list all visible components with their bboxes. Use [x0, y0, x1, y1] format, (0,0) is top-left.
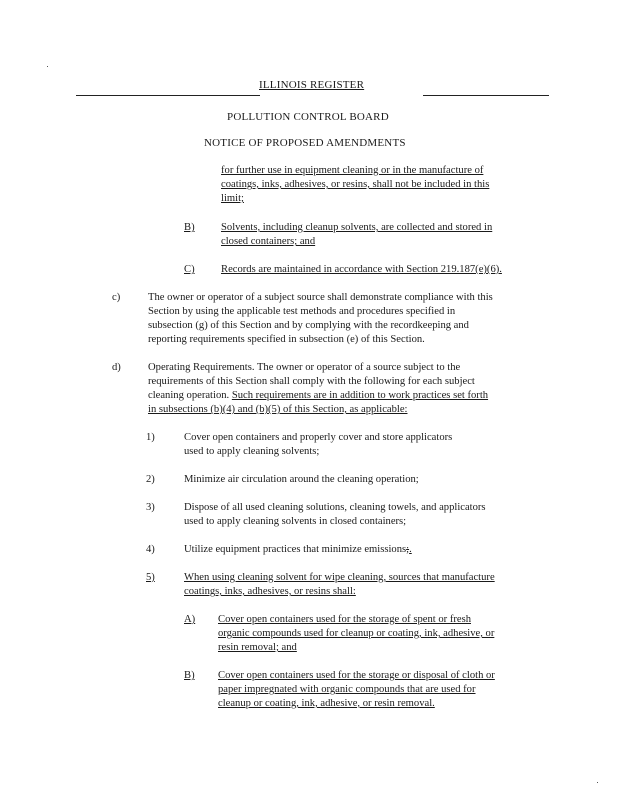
subitem-b-line-3: cleanup or coating, ink, adhesive, or resin removal. — [218, 698, 435, 709]
section-d-line-3: cleaning operation. Such requirements are in addition to work practices set forth — [148, 390, 489, 401]
register-title: ILLINOIS REGISTER — [259, 79, 365, 91]
notice-heading: NOTICE OF PROPOSED AMENDMENTS — [204, 137, 406, 149]
item-3-label: 3) — [146, 502, 155, 513]
continuation-line-1: for further use in equipment cleaning or in the manufacture of — [221, 165, 484, 176]
header-rule-left — [76, 95, 260, 96]
section-d-label: d) — [112, 362, 121, 373]
subitem-a-label: A) — [184, 614, 196, 625]
subitem-a-line-2: organic compounds used for cleanup or coating, ink, adhesive, or — [218, 628, 495, 639]
section-d-line-1: Operating Requirements. The owner or operator of a source subject to the — [148, 362, 461, 373]
item-3-line-2: used to apply cleaning solvents in closed containers; — [184, 516, 407, 527]
item-5-label: 5) — [146, 572, 155, 583]
section-c-line-2: Section by using the applicable test methods and procedures specified in — [148, 306, 456, 317]
subitem-b-line-1: Cover open containers used for the storage or disposal of cloth or — [218, 670, 495, 681]
item-5-line-1: When using cleaning solvent for wipe cleaning, sources that manufacture — [184, 572, 495, 583]
item-c-label: C) — [184, 264, 195, 275]
item-b-line-1: Solvents, including cleanup solvents, are collected and stored in — [221, 222, 493, 233]
item-1-label: 1) — [146, 432, 155, 443]
section-d-line-2: requirements of this Section shall comply with the following for each subject — [148, 376, 475, 387]
section-c-line-3: subsection (g) of this Section and by complying with the recordkeeping and — [148, 320, 469, 331]
item-4-line-1: Utilize equipment practices that minimize emissions;. — [184, 544, 412, 555]
subitem-b-line-2: paper impregnated with organic compounds that are used for — [218, 684, 476, 695]
continuation-line-2: coatings, inks, adhesives, or resins, shall not be included in this — [221, 179, 490, 190]
item-1-line-2: used to apply cleaning solvents; — [184, 446, 320, 457]
header-rule-right — [423, 95, 549, 96]
item-2-line-1: Minimize air circulation around the cleaning operation; — [184, 474, 419, 485]
section-c-line-1: The owner or operator of a subject source shall demonstrate compliance with this — [148, 292, 493, 303]
subitem-a-line-1: Cover open containers used for the storage of spent or fresh — [218, 614, 471, 625]
section-c-line-4: reporting requirements specified in subsection (e) of this Section. — [148, 334, 425, 345]
item-4-label: 4) — [146, 544, 155, 555]
item-c-text: Records are maintained in accordance with Section 219.187(e)(6). — [221, 264, 502, 275]
subitem-b-label: B) — [184, 670, 195, 681]
subitem-a-line-3: resin removal; and — [218, 642, 297, 653]
item-5-line-2: coatings, inks, adhesives, or resins shall: — [184, 586, 356, 597]
item-2-label: 2) — [146, 474, 155, 485]
item-3-line-1: Dispose of all used cleaning solutions, cleaning towels, and applicators — [184, 502, 486, 513]
section-d-line-4: in subsections (b)(4) and (b)(5) of this Section, as applicable: — [148, 404, 408, 415]
board-name: POLLUTION CONTROL BOARD — [227, 111, 389, 123]
scan-speck — [597, 782, 598, 783]
continuation-line-3: limit; — [221, 193, 244, 204]
scan-speck — [47, 66, 48, 67]
item-b-line-2: closed containers; and — [221, 236, 316, 247]
item-1-line-1: Cover open containers and properly cover and store applicators — [184, 432, 453, 443]
item-b-label: B) — [184, 222, 195, 233]
section-c-label: c) — [112, 292, 121, 303]
